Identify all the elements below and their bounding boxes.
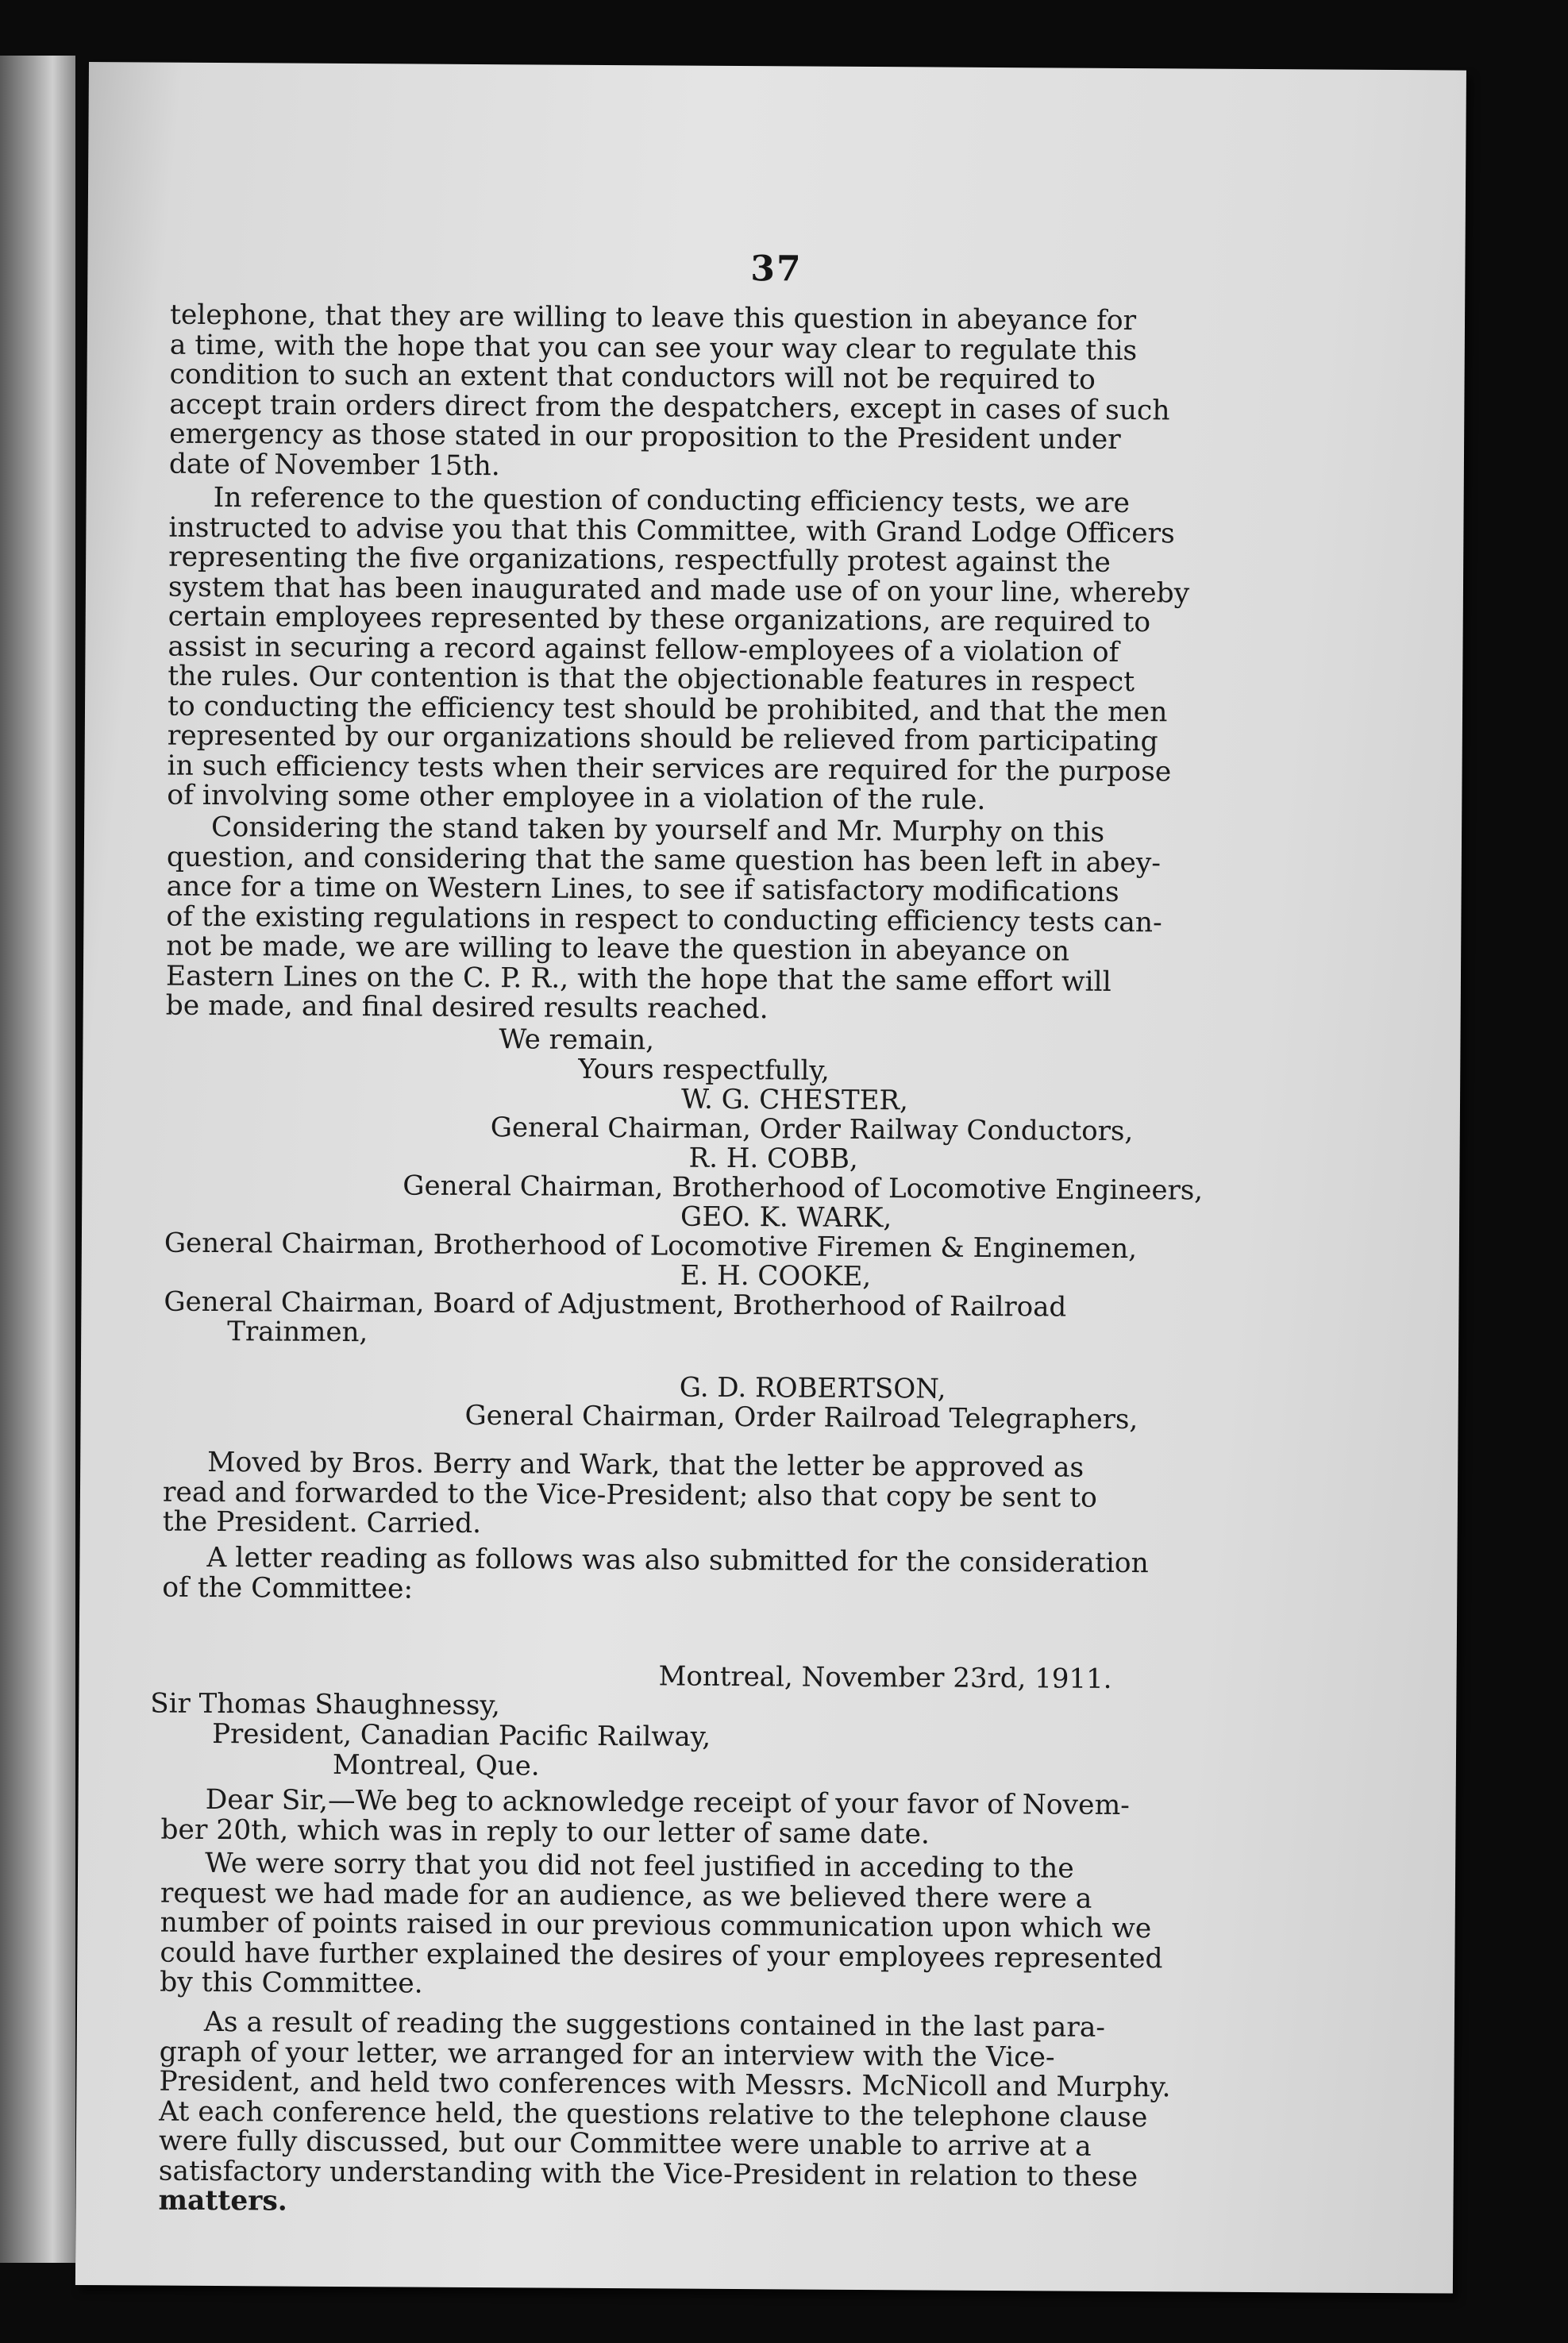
text-line: matters.: [158, 2184, 287, 2218]
letter-addressee-position: President, Canadian Pacific Railway,: [212, 1717, 711, 1753]
signatory-title: General Chairman, Board of Adjustment, Brotherhood of Railroad: [164, 1285, 1067, 1324]
text-line: read and forwarded to the Vice-President; also that copy be sent to: [162, 1476, 1097, 1514]
signatory-name: R. H. COBB,: [688, 1142, 858, 1175]
paragraph-telephone-continuation: [169, 301, 1289, 487]
text-line: representing the five organizations, respectfully protest against the: [168, 541, 1111, 579]
signatory-title: General Chairman, Brotherhood of Locomotive Firemen & Enginemen,: [164, 1227, 1138, 1266]
letter-heading: [150, 1659, 1286, 1786]
signatory-title-continued: Trainmen,: [227, 1316, 368, 1349]
signatory-title: General Chairman, Brotherhood of Locomotive Engineers,: [403, 1170, 1204, 1207]
text-line: a time, with the hope that you can see your way clear to regulate this: [169, 329, 1138, 367]
closing-yours-respectfully: Yours respectfully,: [578, 1053, 830, 1087]
text-line: number of points raised in our previous communication upon which we: [160, 1906, 1152, 1945]
signatory-name: G. D. ROBERTSON,: [679, 1371, 946, 1405]
text-line: As a result of reading the suggestions contained in the last para-: [203, 2006, 1106, 2044]
text-line: the President. Carried.: [162, 1505, 482, 1540]
text-line: of involving some other employee in a violation of the rule.: [167, 779, 986, 816]
text-line: ber 20th, which was in reply to our letter of same date.: [160, 1813, 930, 1851]
paragraph-efficiency-tests: [167, 481, 1288, 818]
text-line: condition to such an extent that conductors will not be required to: [169, 358, 1096, 396]
text-line: were fully discussed, but our Committee were unable to arrive at a: [158, 2125, 1092, 2163]
text-line: At each conference held, the questions relative to the telephone clause: [159, 2095, 1148, 2133]
text-line: question, and considering that the same question has been left in abey-: [166, 841, 1162, 879]
text-line: graph of your letter, we arranged for an interview with the Vice-: [159, 2036, 1055, 2073]
text-line: assist in securing a record against fellow-employees of a violation of: [168, 630, 1119, 669]
text-line: A letter reading as follows was also submitted for the consideration: [206, 1541, 1149, 1580]
text-line: date of November 15th.: [168, 448, 500, 482]
signatory-title: General Chairman, Order Railway Conductors,: [490, 1112, 1134, 1148]
text-line: instructed to advise you that this Committee, with Grand Lodge Officers: [168, 511, 1175, 549]
paragraph-letter-submitted: [162, 1543, 1281, 1610]
text-line: President, and held two conferences with Messrs. McNicoll and Murphy.: [159, 2065, 1171, 2104]
text-line: accept train orders direct from the despatchers, except in cases of such: [169, 388, 1170, 426]
text-line: of the Committee:: [162, 1571, 414, 1605]
text-line: represented by our organizations should be relieved from participating: [167, 719, 1158, 758]
text-line: emergency as those stated in our proposition to the President under: [169, 418, 1121, 456]
paragraph-dear-sir: [160, 1783, 1280, 1852]
text-line: telephone, that they are willing to leave this question in abeyance for: [169, 299, 1137, 337]
paragraph-considering-stand: [166, 813, 1287, 1028]
text-line: request we had made for an audience, as we believed there were a: [160, 1877, 1092, 1915]
signatory-name: GEO. K. WARK,: [680, 1200, 892, 1235]
text-line: of the existing regulations in respect to conducting efficiency tests can-: [166, 900, 1162, 938]
text-line: could have further explained the desires of your employees represented: [160, 1936, 1163, 1975]
text-line: be made, and final desired results reached.: [165, 989, 769, 1026]
signatory-title: General Chairman, Order Railroad Telegraphers,: [464, 1399, 1138, 1436]
paragraph-as-a-result: [158, 2008, 1279, 2223]
signatory-name: E. H. COOKE,: [680, 1259, 872, 1293]
text-line: to conducting the efficiency test should be prohibited, and that the men: [167, 690, 1168, 728]
document-page: [75, 62, 1466, 2294]
paragraph-were-sorry: [160, 1849, 1280, 2005]
text-line: by this Committee.: [160, 1966, 423, 2000]
text-line: In reference to the question of conducting efficiency tests, we are: [213, 481, 1131, 520]
text-line: certain employees represented by these organizations, are required to: [168, 600, 1151, 639]
text-line: Dear Sir,—We beg to acknowledge receipt of your favor of Novem-: [205, 1783, 1131, 1822]
text-line: Moved by Bros. Berry and Wark, that the letter be approved as: [207, 1446, 1085, 1484]
signature-block: [163, 1023, 1300, 1436]
letter-addressee-city: Montreal, Que.: [332, 1748, 540, 1782]
text-line: the rules. Our contention is that the objectionable features in respect: [168, 660, 1135, 699]
text-line: Eastern Lines on the C. P. R., with the hope that the same effort will: [165, 960, 1111, 998]
text-line: not be made, we are willing to leave the question in abeyance on: [166, 930, 1070, 968]
letter-addressee: Sir Thomas Shaughnessy,: [150, 1687, 500, 1722]
text-line: system that has been inaugurated and made use of on your line, whereby: [168, 571, 1190, 609]
letter-date: Montreal, November 23rd, 1911.: [658, 1660, 1112, 1695]
left-page-edge: [0, 56, 75, 2263]
page-number: 37: [750, 249, 803, 290]
text-line: satisfactory understanding with the Vice-President in relation to these: [158, 2155, 1138, 2193]
closing-we-remain: We remain,: [499, 1023, 655, 1057]
text-line: Considering the stand taken by yourself and Mr. Murphy on this: [210, 811, 1105, 849]
text-line: We were sorry that you did not feel justified in acceding to the: [205, 1847, 1074, 1885]
text-line: in such efficiency tests when their services are required for the purpose: [167, 750, 1172, 788]
signatory-name: W. G. CHESTER,: [680, 1083, 909, 1117]
text-line: ance for a time on Western Lines, to see if satisfactory modifications: [166, 870, 1119, 908]
paragraph-motion-carried: [163, 1448, 1283, 1544]
